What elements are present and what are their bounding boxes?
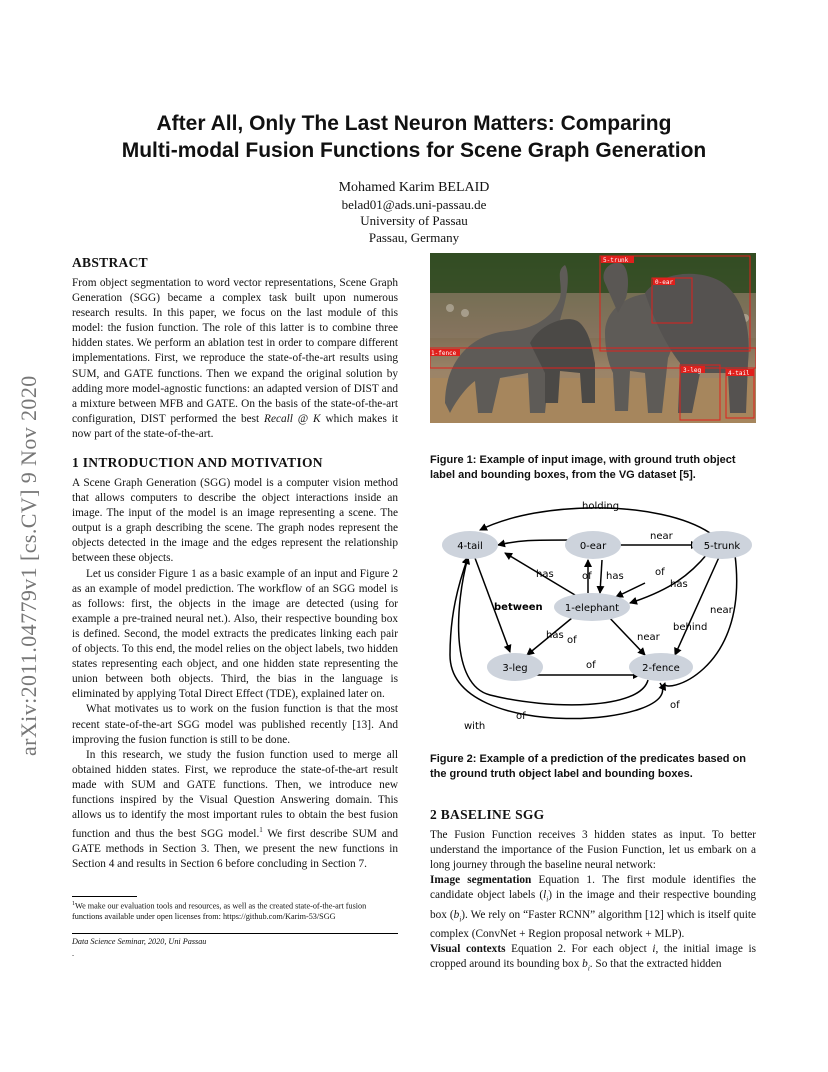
edge-label: behind [673, 622, 708, 633]
edge-label: near [710, 605, 733, 616]
abstract-text-1: From object segmentation to word vector representations, Scene Graph Generation (SGG) became a complex task built upon numerous research results. In this paper, we focus on the last module of this model: the fusion function. The role of this latter is to combine three hidden states. We perform an ablation test in order to compare different implementations. First, we reproduce the state-of-the-art results using SUM, and GATE functions. Then we expand the original solution by adding more model-agnostic functions: an adapted version of DIST and a mixture between MFB and GATE. On the basis of the state-of-the-art configuration, DIST performed the best [72, 277, 398, 425]
footnote-ref[interactable]: 1 [259, 826, 263, 835]
abstract [72, 255, 398, 442]
edge-label: of [582, 571, 592, 582]
paragraph: A Scene Graph Generation (SGG) model is a computer vision method that allows computers to describe the object interactions inside an image. The input of the model is an image representing a scene. The output is a graph describing the scene. The graph nodes represent the objects detected in the image and the edges represent the relationship between these objects. [72, 477, 398, 565]
abstract-text-2: which makes it now part of the state-of-the-art. [72, 412, 399, 440]
figure-2-caption: Figure 2: Example of a prediction of the predicates based on the ground truth object label and bounding boxes. [430, 753, 747, 780]
bbox-label: 4-tail [728, 370, 750, 377]
paragraph-text: We first describe SUM and GATE methods in Section 3. Then, we present the new functions in Section 4 and results in Section 6 before concluding in Section 7. [72, 827, 398, 871]
footnote-rule [72, 896, 137, 897]
bbox-label: 3-leg [683, 367, 702, 374]
author-affiliation: University of Passau [360, 213, 468, 228]
abstract-heading: ABSTRACT [72, 255, 148, 270]
math-var: l [543, 889, 547, 902]
graph-node: 4-tail [457, 541, 483, 552]
edge-label: of [586, 660, 596, 671]
footnote [72, 899, 398, 923]
edge-label: of [655, 567, 665, 578]
author-block [0, 180, 828, 246]
elephant-photo [430, 253, 756, 423]
paragraph-text: In this research, we study the fusion function used to merge all obtained hidden states. First, we reproduce the state-of-the-art result made with SUM and GATE functions. Then, we introduce new functions inspired by the Visual Question Answering domain. This allows us to identify the most important rules to obtain the best fusion function and thus the best SGG model. [72, 748, 398, 840]
section-2-body [430, 828, 756, 977]
title-line-1: After All, Only The Last Neuron Matters: Comparing [156, 112, 672, 135]
paragraph-text: ) in the image and their respective bounding box ( [430, 889, 756, 921]
paragraph-text: Equation 1. The first module identifies the candidate object labels ( [430, 874, 756, 902]
footnote-text: We make our evaluation tools and resources, as well as the created state-of-the-art fusion functions available under open licenses from: https://github.com/Karim-53/SGG [72, 901, 367, 922]
math-sub: i [546, 895, 549, 904]
paragraph [430, 873, 756, 942]
edge-label: holding [582, 501, 620, 512]
paragraph-text: , the initial image is cropped around its bounding box [430, 943, 756, 971]
section-2 [430, 807, 756, 977]
edge-label: has [536, 569, 554, 580]
edge-label: has [670, 579, 688, 590]
paper-title [60, 110, 768, 164]
graph-node: 0-ear [579, 541, 607, 552]
section-2-heading: 2 BASELINE SGG [430, 807, 545, 822]
bbox-label: 1-fence [431, 350, 457, 357]
venue-dot: . [72, 949, 75, 958]
math-var: i [652, 943, 656, 956]
math-sub: i [459, 914, 462, 923]
author-name: Mohamed Karim BELAID [338, 180, 490, 195]
paragraph [72, 748, 398, 873]
venue: Data Science Seminar, 2020, Uni Passau [72, 937, 207, 946]
bbox-label: 0-ear [655, 279, 674, 286]
paragraph-text: ). We rely on “Faster RCNN” algorithm [12] which is itself quite complex (ConvNet + Region proposal network + MLP). [430, 908, 756, 941]
graph-node: 2-fence [642, 663, 680, 674]
graph-node: 5-trunk [703, 541, 741, 552]
figure-1-image [430, 253, 756, 423]
section-1 [72, 455, 398, 872]
figure-2-graph [430, 495, 760, 740]
section-1-heading: 1 INTRODUCTION AND MOTIVATION [72, 455, 323, 470]
edge-label: has [606, 571, 624, 582]
figure-1-caption: Figure 1: Example of input image, with ground truth object label and bounding boxes, from the VG dataset [5]. [430, 454, 736, 481]
author-location: Passau, Germany [368, 229, 460, 245]
section-1-body [72, 476, 398, 872]
graph-node: 1-elephant [564, 603, 620, 614]
title-line-2: Multi-modal Fusion Functions for Scene Graph Generation [121, 139, 707, 162]
paragraph: Let us consider Figure 1 as a basic example of an input and Figure 2 as an example of model prediction. The workflow of an SGG model is as follows: first, the objects in the image are detected (using for example a pre-trained neural net.). Also, their respective bounding box is defined. Second, the model extracts the predicates linking each pair of objects. To this end, the model relies on the object labels, two hidden states representing each object, and one hidden state representing the union between both objects. Third, the bias in the language is eliminated by applying Total Direct Effect (TDE), explained later on. [72, 567, 398, 701]
paragraph-text: Equation 2. For each object [505, 943, 653, 956]
math-sub: i [587, 964, 590, 973]
edge-label: of [670, 700, 680, 711]
abstract-text [72, 276, 398, 442]
graph-node: 3-leg [502, 663, 528, 674]
math-var: b [453, 908, 460, 921]
edge-label: with [464, 721, 486, 732]
arxiv-stamp [8, 290, 48, 760]
edge-label: of [567, 635, 577, 646]
arxiv-id: arXiv:2011.04779v1 [cs.CV] 9 Nov 2020 [16, 375, 41, 756]
run-in-heading: Visual contexts [430, 943, 506, 956]
scene-graph [430, 495, 760, 740]
author-email: belad01@ads.uni-passau.de [341, 196, 487, 212]
bbox-label: 5-trunk [603, 257, 629, 264]
math-var: b [582, 958, 588, 971]
venue-rule [72, 933, 398, 934]
paragraph: The Fusion Function receives 3 hidden states as input. To better understand the importance of the Fusion Function, let us embark on a long journey through the baseline neural network: [430, 829, 756, 872]
paragraph-text: . So that the extracted hidden [589, 958, 722, 971]
edge-label: of [516, 711, 526, 722]
edge-label: has [546, 630, 564, 641]
edge-label: between [494, 602, 543, 613]
paragraph [430, 942, 756, 976]
paragraph: What motivates us to work on the fusion function is that the most recent state-of-the-art SGG model was published recently [13]. And improving the fusion function is still to be done. [72, 703, 398, 746]
footnote-mark: 1 [72, 901, 75, 907]
run-in-heading: Image segmentation [430, 874, 532, 887]
edge-label: near [650, 531, 673, 542]
abstract-recall-k: Recall @ K [264, 412, 321, 425]
edge-label: near [637, 632, 660, 643]
